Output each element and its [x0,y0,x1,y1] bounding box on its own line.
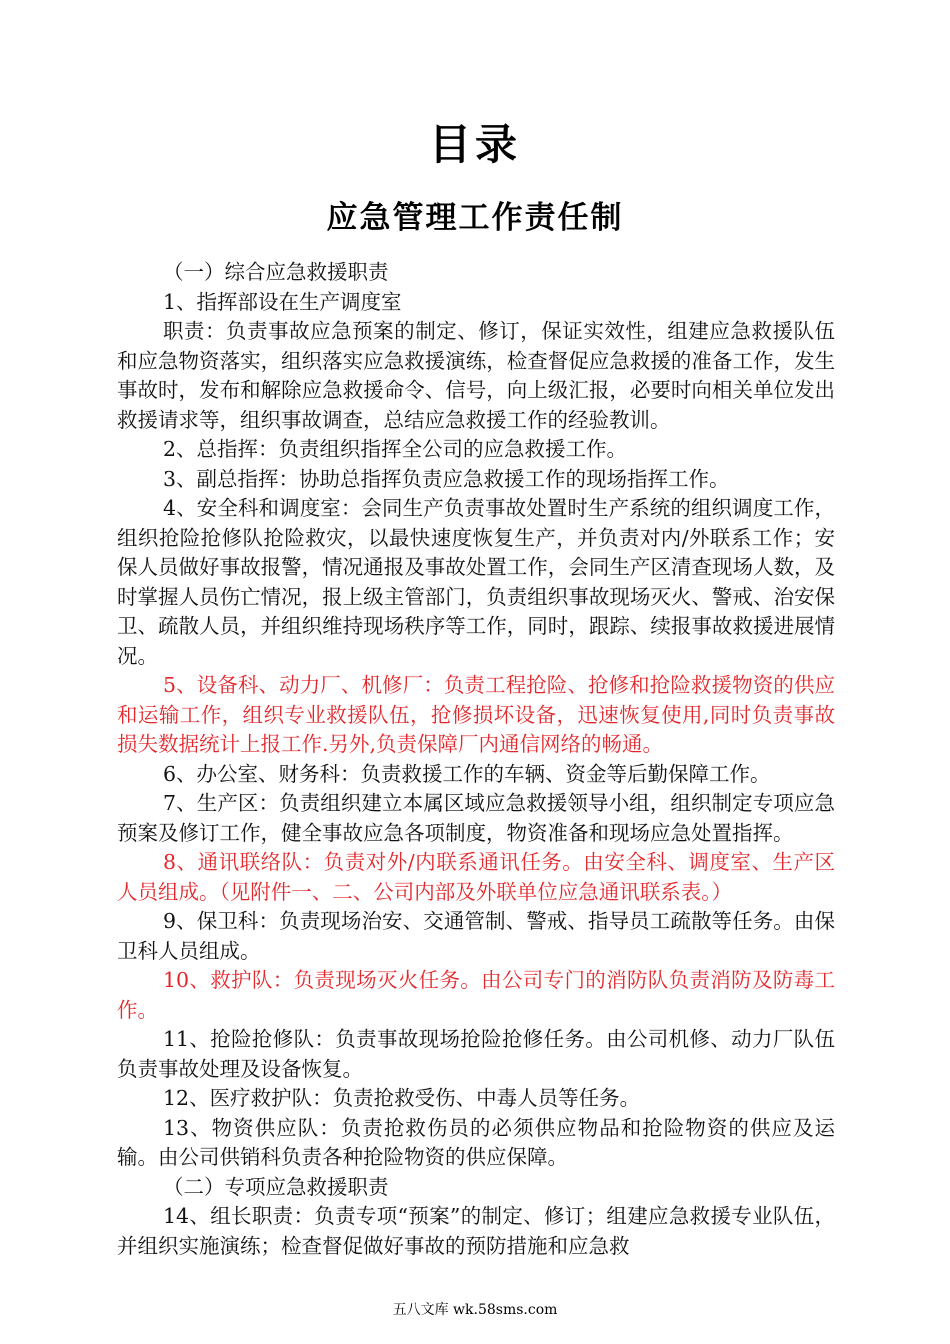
section-heading: 应急管理工作责任制 [326,200,624,236]
paragraph: 7、生产区：负责组织建立本属区域应急救援领导小组，组织制定专项应急预案及修订工作，健全事故应急各项制度，物资准备和现场应急处置指挥。 [117,791,835,845]
paragraph-highlighted: 8、通讯联络队：负责对外/内联系通讯任务。由安全科、调度室、生产区人员组成。（见附件一、二、公司内部及外联单位应急通讯联系表。） [117,850,835,904]
paragraph: （二）专项应急救援职责 [163,1174,389,1199]
paragraph: 11、抢险抢修队：负责事故现场抢险抢修任务。由公司机修、动力厂队伍负责事故处理及设备恢复。 [117,1027,835,1081]
paragraph: 14、组长职责：负责专项“预案”的制定、修订；组建应急救援专业队伍，并组织实施演练；检查督促做好事故的预防措施和应急救 [117,1204,835,1258]
paragraph: 4、安全科和调度室：会同生产负责事故处置时生产系统的组织调度工作，组织抢险抢修队抢险救灾，以最快速度恢复生产，并负责对内/外联系工作；安保人员做好事故报警，情况通报及事故处置工作，会同生产区清查现场人数，及时掌握人员伤亡情况，报上级主管部门，负责组织事故现场灭火、警戒、治安保卫、疏散人员，并组织维持现场秩序等工作，同时，跟踪、续报事故救援进展情况。 [117,496,835,668]
paragraph: 12、医疗救护队：负责抢救受伤、中毒人员等任务。 [163,1086,641,1110]
paragraph: 职责：负责事故应急预案的制定、修订，保证实效性，组建应急救援队伍和应急物资落实，组织落实应急救援演练，检查督促应急救援的准备工作，发生事故时，发布和解除应急救援命令、信号，向上级汇报，必要时向相关单位发出救援请求等，组织事故调查，总结应急救援工作的经验教训。 [117,319,835,432]
page-title: 目录 [428,120,521,169]
paragraph: 2、总指挥：负责组织指挥全公司的应急救援工作。 [163,437,628,461]
footer-watermark: 五八文库 wk.58sms.com [392,1302,558,1318]
paragraph-highlighted: 10、救护队：负责现场灭火任务。由公司专门的消防队负责消防及防毒工作。 [117,968,835,1022]
paragraph: 13、物资供应队：负责抢救伤员的必须供应物品和抢险物资的供应及运输。由公司供销科负责各种抢险物资的供应保障。 [117,1115,835,1169]
paragraph: 1、指挥部设在生产调度室 [163,289,402,314]
paragraph: （一）综合应急救援职责 [163,260,389,284]
paragraph: 9、保卫科：负责现场治安、交通管制、警戒、指导员工疏散等任务。由保卫科人员组成。 [117,909,835,963]
document-body [117,258,835,1261]
paragraph: 6、办公室、财务科：负责救援工作的车辆、资金等后勤保障工作。 [163,761,771,786]
paragraph: 3、副总指挥：协助总指挥负责应急救援工作的现场指挥工作。 [163,466,730,491]
paragraph-highlighted: 5、设备科、动力厂、机修厂：负责工程抢险、抢修和抢险救援物资的供应和运输工作，组织专业救援队伍，抢修损坏设备，迅速恢复使用,同时负责事故损失数据统计上报工作.另外,负责保障厂内通信网络的畅通。 [117,673,835,756]
